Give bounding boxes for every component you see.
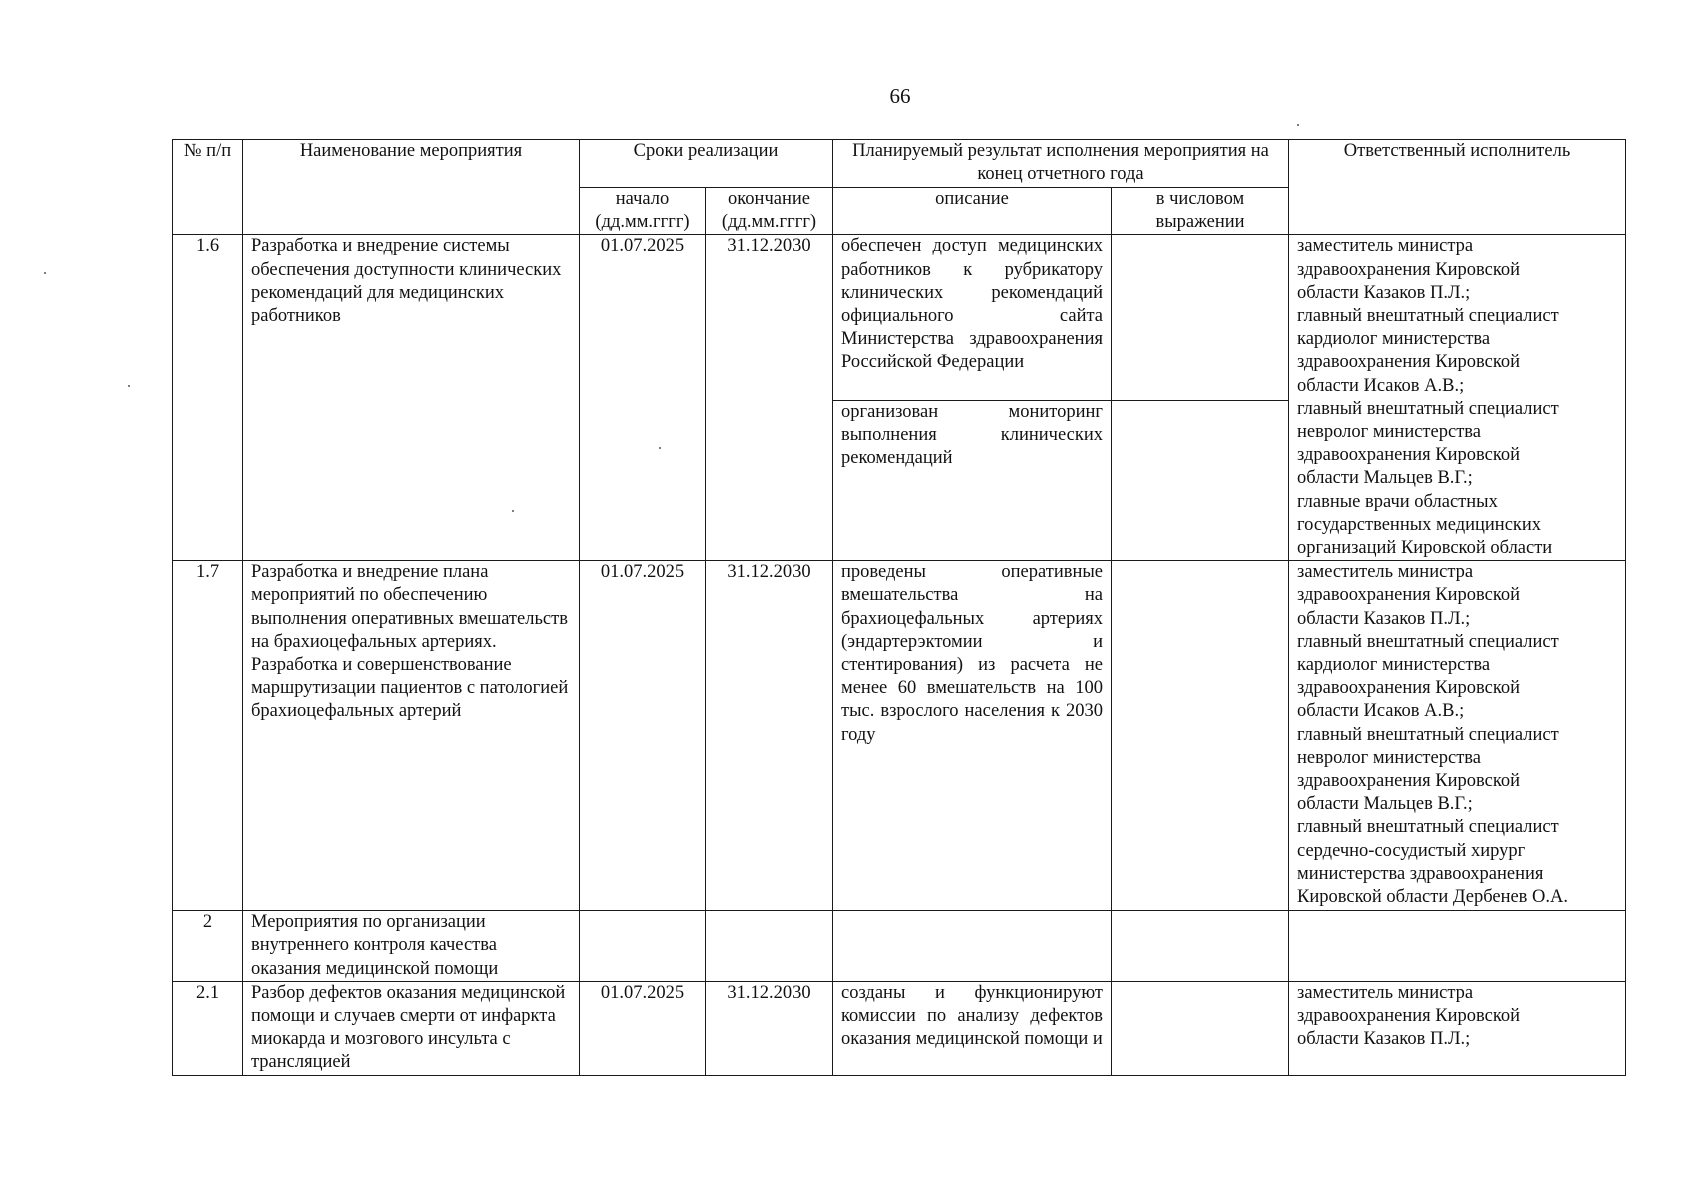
scan-speck xyxy=(128,385,130,387)
scan-speck xyxy=(659,447,661,449)
header-responsible: Ответственный исполнитель xyxy=(1289,140,1626,235)
row-start-date: 01.07.2025 xyxy=(580,235,706,561)
row-num: 1.6 xyxy=(173,235,243,561)
row-result-numeric xyxy=(1112,981,1289,1075)
responsible-line: невролог министерства xyxy=(1297,422,1481,443)
page-number: 66 xyxy=(889,84,911,108)
row-num: 1.7 xyxy=(173,561,243,911)
responsible-line: организаций Кировской области xyxy=(1297,538,1553,559)
row-name: Разработка и внедрение плана мероприятий по обеспечению выполнения оперативных вмешательств на брахиоцефальных артериях. Разработка и совершенствование маршрутизации пациентов с патологией брахиоцефальных артерий xyxy=(243,561,580,911)
header-num: № п/п xyxy=(173,140,243,235)
responsible-line: министерства здравоохранения xyxy=(1297,863,1544,884)
responsible-line: области Казаков П.Л.; xyxy=(1297,282,1471,303)
header-end: окончание (дд.мм.гггг) xyxy=(706,188,833,235)
responsible-line: здравоохранения Кировской xyxy=(1297,678,1521,699)
responsible-line: области Мальцев В.Г.; xyxy=(1297,468,1473,489)
responsible-line: кардиолог министерства xyxy=(1297,329,1491,350)
header-result: Планируемый результат исполнения мероприятия на конец отчетного года xyxy=(833,140,1289,188)
responsible-line: здравоохранения Кировской xyxy=(1297,1006,1521,1027)
row-name: Разработка и внедрение системы обеспечения доступности клинических рекомендаций для медицинских работников xyxy=(243,235,580,561)
row-result-description: организован мониторинг выполнения клинических рекомендаций xyxy=(833,400,1112,560)
responsible-line: заместитель министра xyxy=(1297,982,1474,1003)
responsible-line: главный внештатный специалист xyxy=(1297,631,1559,652)
row-responsible xyxy=(1289,981,1626,1075)
row-end-date: 31.12.2030 xyxy=(706,561,833,911)
responsible-line: области Исаков А.В.; xyxy=(1297,701,1465,722)
row-name: Мероприятия по организации внутреннего контроля качества оказания медицинской помощи xyxy=(243,911,580,982)
responsible-line: здравоохранения Кировской xyxy=(1297,771,1521,792)
row-responsible xyxy=(1289,561,1626,911)
responsible-line: области Мальцев В.Г.; xyxy=(1297,794,1473,815)
row-num: 2.1 xyxy=(173,981,243,1075)
row-result-numeric xyxy=(1112,561,1289,911)
row-start-date: 01.07.2025 xyxy=(580,981,706,1075)
table-row xyxy=(173,561,1626,911)
scan-speck xyxy=(1297,124,1299,126)
header-start: начало (дд.мм.гггг) xyxy=(580,188,706,235)
header-name: Наименование мероприятия xyxy=(243,140,580,235)
table-row xyxy=(173,981,1626,1075)
scan-speck xyxy=(512,510,514,512)
table-header xyxy=(173,140,1626,235)
row-result-numeric xyxy=(1112,235,1289,400)
responsible-line: Кировской области Дербенев О.А. xyxy=(1297,887,1569,908)
responsible-line: главный внештатный специалист xyxy=(1297,306,1559,327)
responsible-line: главные врачи областных xyxy=(1297,491,1498,512)
responsible-line: главный внештатный специалист xyxy=(1297,398,1559,419)
row-result-description: проведены оперативные вмешательства на брахиоцефальных артериях (эндартерэктомии и стентирования) из расчета не менее 60 вмешательств на 100 тыс. взрослого населения к 2030 году xyxy=(833,561,1112,911)
responsible-line: невролог министерства xyxy=(1297,747,1481,768)
header-timing: Сроки реализации xyxy=(580,140,833,188)
responsible-line: государственных медицинских xyxy=(1297,514,1542,535)
row-start-date xyxy=(580,911,706,982)
responsible-line: заместитель министра xyxy=(1297,236,1474,257)
row-name: Разбор дефектов оказания медицинской помощи и случаев смерти от инфаркта миокарда и мозгового инсульта с трансляцией xyxy=(243,981,580,1075)
responsible-line: области Казаков П.Л.; xyxy=(1297,1029,1471,1050)
header-numeric: в числовом выражении xyxy=(1112,188,1289,235)
responsible-line: сердечно-сосудистый хирург xyxy=(1297,840,1526,861)
row-num: 2 xyxy=(173,911,243,982)
table-row xyxy=(173,235,1626,400)
header-description: описание xyxy=(833,188,1112,235)
responsible-line: здравоохранения Кировской xyxy=(1297,259,1521,280)
responsible-line: здравоохранения Кировской xyxy=(1297,445,1521,466)
scan-speck xyxy=(44,272,46,274)
row-responsible xyxy=(1289,235,1626,561)
row-end-date: 31.12.2030 xyxy=(706,981,833,1075)
responsible-line: области Казаков П.Л.; xyxy=(1297,608,1471,629)
responsible-line: кардиолог министерства xyxy=(1297,655,1491,676)
row-end-date: 31.12.2030 xyxy=(706,235,833,561)
responsible-line: области Исаков А.В.; xyxy=(1297,375,1465,396)
responsible-line: заместитель министра xyxy=(1297,562,1474,583)
responsible-line: здравоохранения Кировской xyxy=(1297,585,1521,606)
row-result-description: созданы и функционируют комиссии по анализу дефектов оказания медицинской помощи и xyxy=(833,981,1112,1075)
row-result-description: обеспечен доступ медицинских работников к рубрикатору клинических рекомендаций официального сайта Министерства здравоохранения Российской Федерации xyxy=(833,235,1112,400)
row-end-date xyxy=(706,911,833,982)
row-result-numeric xyxy=(1112,400,1289,560)
row-responsible xyxy=(1289,911,1626,982)
table-row xyxy=(173,911,1626,982)
row-start-date: 01.07.2025 xyxy=(580,561,706,911)
activities-table xyxy=(172,139,1626,1076)
responsible-line: главный внештатный специалист xyxy=(1297,724,1559,745)
row-result-numeric xyxy=(1112,911,1289,982)
responsible-line: здравоохранения Кировской xyxy=(1297,352,1521,373)
row-result-description xyxy=(833,911,1112,982)
responsible-line: главный внештатный специалист xyxy=(1297,817,1559,838)
